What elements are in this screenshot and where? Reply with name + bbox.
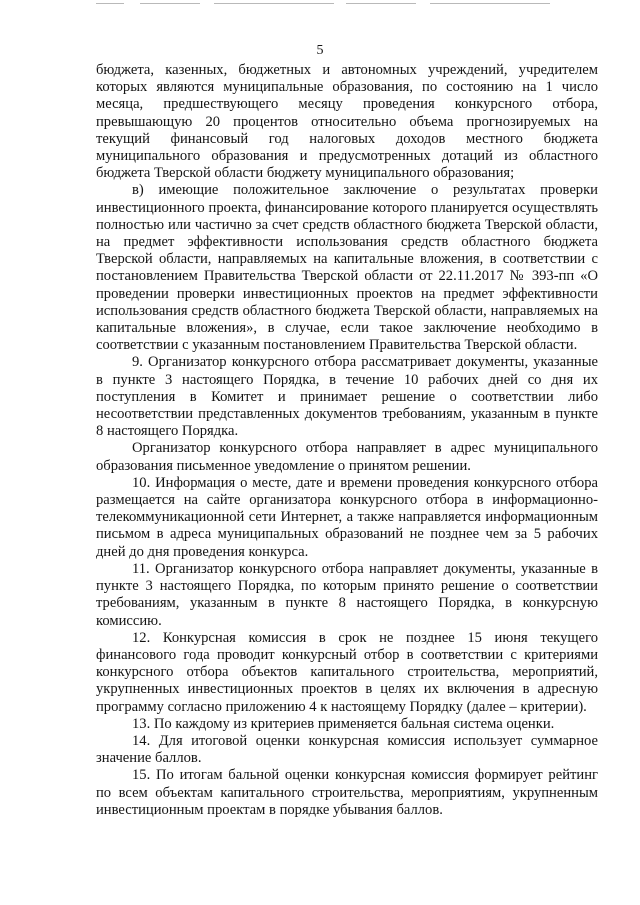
paragraph-15: 15. По итогам бальной оценки конкурсная комиссия формирует рейтинг по всем объектам капитального строительства, мероприятиям, укрупненным инвестиционным проектам в порядке убывания баллов. xyxy=(96,767,598,818)
paragraph-13: 13. По каждому из критериев применяется бальная система оценки. xyxy=(132,715,555,732)
paragraph-10: 10. Информация о месте, дате и времени проведения конкурсного отбора размещается на сайте организатора конкурсного отбора в информационно-телекоммуникационной сети Интернет, а также направляется информационным письмом в адреса муниципальных образований не позднее чем за 5 рабочих дней до дня проведения конкурса. xyxy=(96,474,598,560)
document-body xyxy=(96,62,598,819)
page-number: 5 xyxy=(316,43,324,58)
paragraph-9-notice: Организатор конкурсного отбора направляет в адрес муниципального образования письменное уведомление о принятом решении. xyxy=(96,440,598,474)
paragraph-14: 14. Для итоговой оценки конкурсная комиссия использует суммарное значение баллов. xyxy=(96,732,598,767)
paragraph-12: 12. Конкурсная комиссия в срок не позднее 15 июня текущего финансового года проводит конкурсный отбор в соответствии с критериями конкурсного отбора объектов капитального строительства, мероприятий, укрупненных инвестиционных проектов в целях их включения в адресную программу согласно приложению 4 к настоящему Порядку (далее – критерии). xyxy=(96,629,598,715)
paragraph-9: 9. Организатор конкурсного отбора рассматривает документы, указанные в пункте 3 настоящего Порядка, в течение 10 рабочих дней со дня их поступления в Комитет и принимает решение о соответствии либо несоответствии представленных документов требованиям, указанным в пункте 8 настоящего Порядка. xyxy=(96,354,598,440)
paragraph-item-v: в) имеющие положительное заключение о результатах проверки инвестиционного проекта, финансирование которого планируется осуществлять полностью или частично за счет средств областного бюджета Тверской области, на предмет эффективности использования средств областного бюджета Тверской области, направляемых на капитальные вложения, в соответствии с постановлением Правительства Тверской области от 22.11.2017 № 393-пп «О проведении проверки инвестиционных проектов на предмет эффективности использования средств областного бюджета Тверской области, направляемых на капитальные вложения», в случае, если такое заключение необходимо в соответствии с указанным постановлением Правительства Тверской области. xyxy=(96,182,598,354)
paragraph-11: 11. Организатор конкурсного отбора направляет документы, указанные в пункте 3 настоящего Порядка, по которым принято решение о соответствии требованиям, указанным в пункте 8 настоящего Порядка, в конкурсную комиссию. xyxy=(96,560,598,629)
scan-header-artifact xyxy=(0,0,640,10)
paragraph-continuation: бюджета, казенных, бюджетных и автономных учреждений, учредителем которых являются муниципальные образования, по состоянию на 1 число месяца, предшествующего месяцу проведения конкурсного отбора, превышающую 20 процентов относительно объема прогнозируемых на текущий финансовый год налоговых доходов местного бюджета муниципального образования и предусмотренных дотаций из областного бюджета Тверской области бюджету муниципального образования; xyxy=(96,62,598,182)
